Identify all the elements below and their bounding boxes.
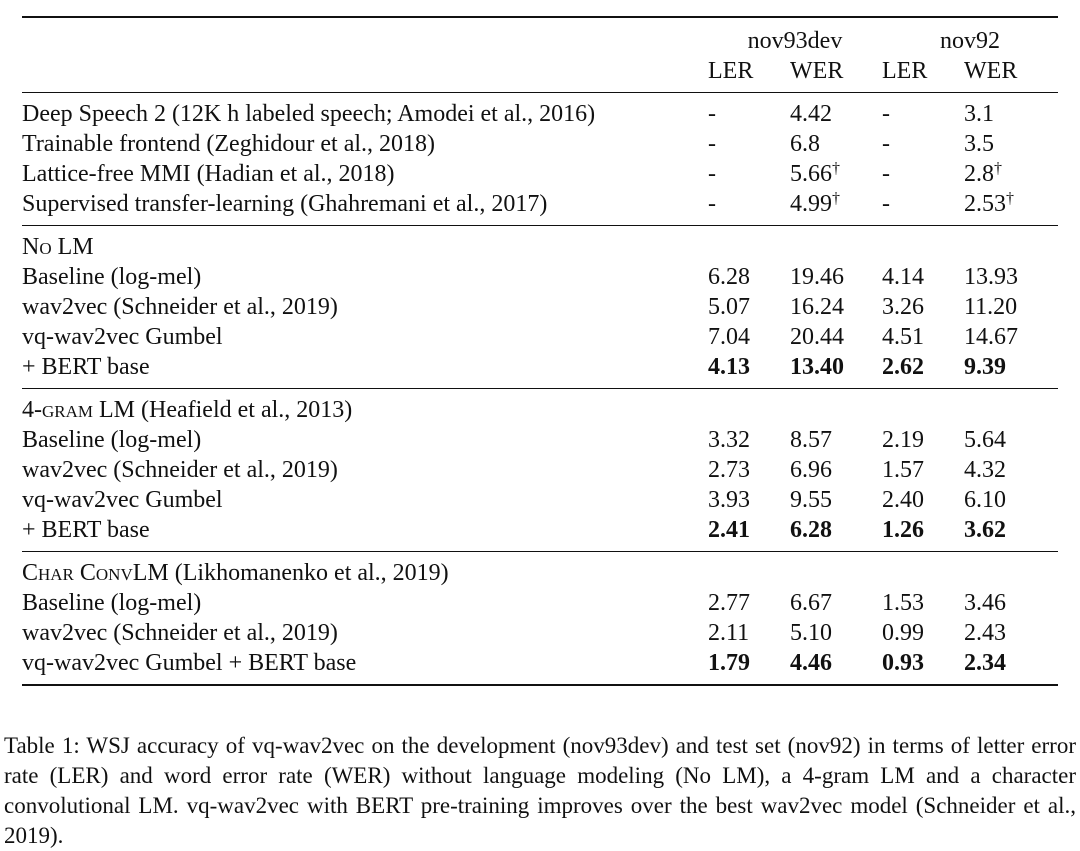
- table-row: [22, 618, 1058, 648]
- metric-cell: 3.62: [964, 517, 1006, 543]
- header-metric-row: [22, 56, 1058, 86]
- section-title-citation: (Likhomanenko et al., 2019): [168, 560, 449, 586]
- metric-cell: 14.67: [964, 324, 1018, 350]
- metric-cell: -: [708, 101, 716, 127]
- dagger-mark: †: [1006, 190, 1014, 207]
- table-row: [22, 455, 1058, 485]
- metric-cell: 0.99: [882, 620, 924, 646]
- section-title: [22, 558, 1058, 588]
- metric-cell: 2.77: [708, 590, 750, 616]
- method-name: Baseline (log-mel): [22, 590, 202, 616]
- metric-cell: 2.41: [708, 517, 750, 543]
- method-name: + BERT base: [22, 517, 150, 543]
- results-table-body: [22, 17, 1058, 685]
- method-name: wav2vec (Schneider et al., 2019): [22, 620, 338, 646]
- method-name: wav2vec (Schneider et al., 2019): [22, 294, 338, 320]
- header-group-row: [22, 26, 1058, 56]
- method-name: vq-wav2vec Gumbel: [22, 324, 223, 350]
- method-name: Baseline (log-mel): [22, 427, 202, 453]
- section-title-citation: (Heafield et al., 2013): [135, 397, 353, 423]
- group-header-nov93dev: nov93dev: [747, 28, 843, 54]
- metric-cell: 5.66†: [790, 160, 840, 187]
- section-title-row: [22, 395, 1058, 425]
- method-name: Trainable frontend (Zeghidour et al., 2018): [22, 131, 436, 157]
- table-row: [22, 99, 1058, 129]
- table-row: [22, 322, 1058, 352]
- metric-cell: 9.55: [790, 487, 832, 513]
- metric-cell: 2.11: [708, 620, 750, 646]
- table-row: [22, 425, 1058, 455]
- group-header-nov92: nov92: [940, 28, 1000, 54]
- table-caption: Table 1: WSJ accuracy of vq-wav2vec on the development (nov93dev) and test set (nov92) in terms of letter error rate (LER) and word error rate (WER) without language modeling (No LM), a 4-gram LM and a character convolutional LM. vq-wav2vec with BERT pre-training improves over the best wav2vec model (Schneider et al., 2019).: [4, 733, 1076, 848]
- metric-cell: 2.73: [708, 457, 750, 483]
- method-name: vq-wav2vec Gumbel + BERT base: [22, 650, 357, 676]
- metric-cell: 3.93: [708, 487, 750, 513]
- section-title-smallcaps: 4-gram LM: [22, 397, 136, 423]
- table-row: [22, 485, 1058, 515]
- metric-cell: 13.93: [964, 264, 1018, 290]
- metric-cell: 4.13: [708, 354, 750, 380]
- table-row: [22, 588, 1058, 618]
- table-row: [22, 159, 1058, 189]
- metric-cell: 0.93: [882, 650, 924, 676]
- method-name: + BERT base: [22, 354, 150, 380]
- table-row: [22, 262, 1058, 292]
- metric-cell: 3.1: [964, 101, 994, 127]
- metric-cell: -: [708, 161, 716, 187]
- method-name: Lattice-free MMI (Hadian et al., 2018): [22, 161, 395, 187]
- metric-cell: 13.40: [790, 354, 844, 380]
- table-row: [22, 515, 1058, 545]
- metric-cell: 1.57: [882, 457, 924, 483]
- metric-header: LER: [882, 58, 928, 84]
- metric-cell: 2.40: [882, 487, 924, 513]
- section-title-smallcaps: No LM: [22, 234, 94, 260]
- dagger-mark: †: [994, 160, 1002, 177]
- bottom-rule: [22, 678, 1058, 685]
- top-rule: [22, 17, 1058, 26]
- dagger-mark: †: [832, 190, 840, 207]
- metric-cell: 4.46: [790, 650, 832, 676]
- metric-cell: 6.10: [964, 487, 1006, 513]
- table-row: [22, 352, 1058, 382]
- metric-cell: 6.28: [790, 517, 832, 543]
- metric-cell: 1.26: [882, 517, 924, 543]
- metric-cell: 2.43: [964, 620, 1006, 646]
- method-name: Baseline (log-mel): [22, 264, 202, 290]
- metric-cell: 2.8†: [964, 160, 1002, 187]
- metric-cell: 3.32: [708, 427, 750, 453]
- metric-header: WER: [790, 58, 844, 84]
- metric-header: LER: [708, 58, 754, 84]
- metric-cell: 4.99†: [790, 190, 840, 217]
- metric-cell: 4.42: [790, 101, 832, 127]
- metric-header: WER: [964, 58, 1018, 84]
- metric-cell: 2.19: [882, 427, 924, 453]
- metric-cell: 1.79: [708, 650, 750, 676]
- metric-cell: 6.96: [790, 457, 832, 483]
- metric-cell: 5.07: [708, 294, 750, 320]
- metric-cell: 9.39: [964, 354, 1006, 380]
- metric-cell: 2.34: [964, 650, 1006, 676]
- metric-cell: -: [708, 191, 716, 217]
- metric-cell: 2.62: [882, 354, 924, 380]
- metric-cell: 8.57: [790, 427, 832, 453]
- table-row: [22, 189, 1058, 219]
- metric-cell: 16.24: [790, 294, 844, 320]
- metric-cell: 4.51: [882, 324, 924, 350]
- metric-cell: 6.67: [790, 590, 832, 616]
- metric-cell: 19.46: [790, 264, 844, 290]
- metric-cell: -: [882, 131, 890, 157]
- section-title: [22, 395, 1058, 425]
- results-table: [22, 16, 1058, 686]
- section-title-row: [22, 558, 1058, 588]
- dagger-mark: †: [832, 160, 840, 177]
- method-name: Deep Speech 2 (12K h labeled speech; Amodei et al., 2016): [22, 101, 596, 127]
- metric-cell: 5.10: [790, 620, 832, 646]
- metric-cell: 5.64: [964, 427, 1006, 453]
- metric-cell: -: [708, 131, 716, 157]
- metric-cell: 6.8: [790, 131, 820, 157]
- table-row: [22, 129, 1058, 159]
- method-name: wav2vec (Schneider et al., 2019): [22, 457, 338, 483]
- table-row: [22, 648, 1058, 678]
- metric-cell: 3.26: [882, 294, 924, 320]
- table-row: [22, 292, 1058, 322]
- metric-cell: 1.53: [882, 590, 924, 616]
- metric-cell: 3.5: [964, 131, 994, 157]
- section-title-smallcaps: Char ConvLM: [22, 560, 169, 586]
- method-name: Supervised transfer-learning (Ghahremani et al., 2017): [22, 191, 548, 217]
- metric-cell: 2.53†: [964, 190, 1014, 217]
- metric-cell: 4.32: [964, 457, 1006, 483]
- method-name: vq-wav2vec Gumbel: [22, 487, 223, 513]
- metric-cell: 6.28: [708, 264, 750, 290]
- metric-cell: -: [882, 161, 890, 187]
- metric-cell: 3.46: [964, 590, 1006, 616]
- section-title: [22, 232, 1058, 262]
- metric-cell: 7.04: [708, 324, 750, 350]
- section-title-row: [22, 232, 1058, 262]
- metric-cell: 11.20: [964, 294, 1018, 320]
- metric-cell: -: [882, 101, 890, 127]
- metric-cell: 20.44: [790, 324, 844, 350]
- metric-cell: 4.14: [882, 264, 924, 290]
- metric-cell: -: [882, 191, 890, 217]
